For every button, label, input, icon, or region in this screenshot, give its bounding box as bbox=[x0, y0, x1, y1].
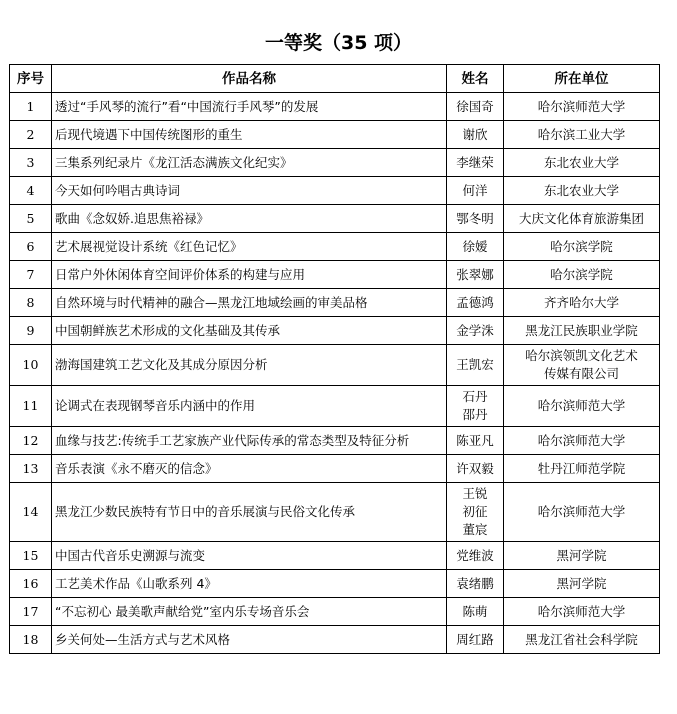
table-row bbox=[10, 345, 660, 386]
affiliation bbox=[504, 598, 660, 626]
table-row bbox=[10, 149, 660, 177]
affiliation-line: 哈尔滨学院 bbox=[550, 266, 613, 282]
row-number bbox=[10, 626, 52, 654]
row-number-text: 11 bbox=[22, 398, 39, 413]
affiliation-line: 东北农业大学 bbox=[543, 182, 619, 198]
author-name-line: 谢欣 bbox=[462, 126, 488, 142]
author-name-line: 李继荣 bbox=[456, 154, 494, 170]
affiliation bbox=[504, 121, 660, 149]
author-name-line: 徐嫒 bbox=[462, 238, 488, 254]
row-number-text: 3 bbox=[26, 154, 35, 170]
author-name-line: 孟德鸿 bbox=[456, 294, 494, 310]
author-name-line: 周红路 bbox=[456, 631, 494, 647]
table-row bbox=[10, 289, 660, 317]
affiliation-line: 齐齐哈尔大学 bbox=[543, 294, 619, 310]
work-title bbox=[52, 205, 447, 233]
affiliation bbox=[504, 570, 660, 598]
affiliation bbox=[504, 626, 660, 654]
row-number bbox=[10, 427, 52, 455]
affiliation bbox=[504, 427, 660, 455]
header-work-title: 作品名称 bbox=[52, 65, 447, 93]
row-number bbox=[10, 598, 52, 626]
work-title-text: 黑龙江少数民族特有节日中的音乐展演与民俗文化传承 bbox=[55, 504, 356, 519]
work-title bbox=[52, 598, 447, 626]
table-row bbox=[10, 626, 660, 654]
work-title bbox=[52, 233, 447, 261]
affiliation bbox=[504, 542, 660, 570]
header-name: 姓名 bbox=[447, 65, 504, 93]
work-title-text: 渤海国建筑工艺文化及其成分原因分析 bbox=[55, 357, 268, 372]
row-number bbox=[10, 386, 52, 427]
affiliation-line: 哈尔滨师范大学 bbox=[537, 603, 626, 619]
row-number-text: 14 bbox=[22, 504, 39, 519]
affiliation bbox=[504, 205, 660, 233]
affiliation-line: 牡丹江师范学院 bbox=[537, 460, 626, 476]
affiliation bbox=[504, 93, 660, 121]
header-number: 序号 bbox=[10, 65, 52, 93]
author-name bbox=[447, 317, 504, 345]
table-row bbox=[10, 455, 660, 483]
row-number bbox=[10, 205, 52, 233]
affiliation-line: 哈尔滨师范大学 bbox=[537, 398, 626, 413]
author-name bbox=[447, 121, 504, 149]
row-number bbox=[10, 177, 52, 205]
affiliation-line: 传媒有限公司 bbox=[543, 366, 619, 381]
affiliation-line: 黑龙江省社会科学院 bbox=[525, 631, 638, 647]
affiliation bbox=[504, 483, 660, 542]
table-row bbox=[10, 121, 660, 149]
work-title bbox=[52, 121, 447, 149]
affiliation-line: 黑龙江民族职业学院 bbox=[525, 322, 638, 338]
row-number-text: 4 bbox=[26, 182, 35, 198]
row-number-text: 6 bbox=[26, 238, 35, 254]
work-title-text: 艺术展视觉设计系统《红色记忆》 bbox=[55, 238, 243, 254]
table-header-row bbox=[10, 65, 660, 93]
row-number-text: 12 bbox=[22, 432, 39, 448]
author-name bbox=[447, 289, 504, 317]
author-name bbox=[447, 455, 504, 483]
row-number bbox=[10, 93, 52, 121]
author-name-line: 张翠娜 bbox=[456, 266, 494, 282]
affiliation-line: 哈尔滨师范大学 bbox=[537, 432, 626, 448]
affiliation bbox=[504, 345, 660, 386]
work-title-text: 今天如何吟唱古典诗词 bbox=[55, 182, 181, 198]
table-row bbox=[10, 598, 660, 626]
work-title-text: 血缘与技艺:传统手工艺家族产业代际传承的常态类型及特征分析 bbox=[55, 432, 410, 448]
row-number bbox=[10, 317, 52, 345]
row-number-text: 2 bbox=[26, 126, 35, 142]
table-row bbox=[10, 542, 660, 570]
work-title bbox=[52, 427, 447, 455]
work-title bbox=[52, 177, 447, 205]
work-title-text: 中国古代音乐史溯源与流变 bbox=[55, 547, 206, 563]
affiliation bbox=[504, 289, 660, 317]
work-title bbox=[52, 570, 447, 598]
affiliation bbox=[504, 177, 660, 205]
affiliation-line: 黑河学院 bbox=[556, 575, 607, 591]
row-number-text: 17 bbox=[22, 603, 39, 619]
work-title bbox=[52, 626, 447, 654]
table-row bbox=[10, 386, 660, 427]
affiliation-line: 哈尔滨师范大学 bbox=[537, 504, 626, 519]
affiliation-line: 哈尔滨领凯文化艺术 bbox=[525, 348, 638, 363]
work-title bbox=[52, 542, 447, 570]
author-name bbox=[447, 93, 504, 121]
row-number-text: 10 bbox=[22, 357, 39, 372]
row-number bbox=[10, 570, 52, 598]
affiliation bbox=[504, 455, 660, 483]
author-name-line: 董宸 bbox=[462, 522, 488, 537]
affiliation bbox=[504, 149, 660, 177]
table-row bbox=[10, 570, 660, 598]
affiliation-line: 哈尔滨工业大学 bbox=[537, 126, 626, 142]
work-title-text: 音乐表演《永不磨灭的信念》 bbox=[55, 460, 218, 476]
work-title bbox=[52, 455, 447, 483]
header-unit: 所在单位 bbox=[504, 65, 660, 93]
author-name-line: 金学洙 bbox=[456, 322, 494, 338]
author-name-line: 王凯宏 bbox=[456, 357, 494, 372]
affiliation bbox=[504, 261, 660, 289]
row-number bbox=[10, 121, 52, 149]
author-name bbox=[447, 149, 504, 177]
author-name-line: 党维波 bbox=[456, 547, 494, 563]
awards-table bbox=[9, 64, 660, 654]
author-name bbox=[447, 570, 504, 598]
author-name-line: 石丹 bbox=[462, 389, 488, 404]
row-number-text: 7 bbox=[26, 266, 35, 282]
table-row bbox=[10, 261, 660, 289]
author-name bbox=[447, 626, 504, 654]
row-number bbox=[10, 289, 52, 317]
work-title-text: 工艺美术作品《山歌系列 4》 bbox=[55, 575, 217, 591]
table-row bbox=[10, 427, 660, 455]
row-number bbox=[10, 233, 52, 261]
row-number bbox=[10, 149, 52, 177]
affiliation-line: 大庆文化体育旅游集团 bbox=[518, 210, 644, 226]
author-name-line: 陈亚凡 bbox=[456, 432, 494, 448]
work-title bbox=[52, 261, 447, 289]
author-name bbox=[447, 427, 504, 455]
row-number bbox=[10, 542, 52, 570]
row-number-text: 1 bbox=[26, 98, 35, 114]
work-title-text: “不忘初心 最美歌声献给党”室内乐专场音乐会 bbox=[55, 603, 310, 619]
row-number-text: 5 bbox=[26, 210, 35, 226]
table-row bbox=[10, 483, 660, 542]
author-name bbox=[447, 261, 504, 289]
work-title bbox=[52, 93, 447, 121]
row-number bbox=[10, 261, 52, 289]
work-title bbox=[52, 317, 447, 345]
author-name bbox=[447, 483, 504, 542]
affiliation-line: 黑河学院 bbox=[556, 547, 607, 563]
table-row bbox=[10, 205, 660, 233]
row-number-text: 9 bbox=[26, 322, 35, 338]
work-title-text: 歌曲《念奴娇.追思焦裕禄》 bbox=[55, 210, 209, 226]
row-number bbox=[10, 345, 52, 386]
row-number-text: 15 bbox=[22, 547, 39, 563]
work-title-text: 后现代境遇下中国传统图形的重生 bbox=[55, 126, 243, 142]
author-name-line: 初征 bbox=[462, 504, 488, 519]
work-title bbox=[52, 149, 447, 177]
author-name-line: 徐国奇 bbox=[456, 98, 494, 114]
author-name bbox=[447, 177, 504, 205]
affiliation bbox=[504, 233, 660, 261]
author-name bbox=[447, 345, 504, 386]
table-row bbox=[10, 317, 660, 345]
table-row bbox=[10, 233, 660, 261]
work-title bbox=[52, 386, 447, 427]
work-title-text: 自然环境与时代精神的融合—黑龙江地域绘画的审美品格 bbox=[55, 294, 368, 310]
author-name-line: 鄂冬明 bbox=[456, 210, 494, 226]
row-number-text: 13 bbox=[22, 460, 39, 476]
author-name bbox=[447, 205, 504, 233]
work-title bbox=[52, 345, 447, 386]
author-name-line: 王锐 bbox=[462, 486, 488, 501]
author-name bbox=[447, 542, 504, 570]
author-name bbox=[447, 598, 504, 626]
work-title-text: 中国朝鲜族艺术形成的文化基础及其传承 bbox=[55, 322, 281, 338]
row-number-text: 18 bbox=[22, 631, 39, 647]
work-title-text: 三集系列纪录片《龙江活态满族文化纪实》 bbox=[55, 154, 293, 170]
work-title bbox=[52, 483, 447, 542]
affiliation-line: 哈尔滨师范大学 bbox=[537, 98, 626, 114]
table-row bbox=[10, 93, 660, 121]
affiliation-line: 哈尔滨学院 bbox=[550, 238, 613, 254]
work-title-text: 乡关何处—生活方式与艺术风格 bbox=[55, 631, 231, 647]
author-name-line: 何洋 bbox=[462, 182, 488, 198]
affiliation-line: 东北农业大学 bbox=[543, 154, 619, 170]
page-title: 一等奖（35 项） bbox=[264, 32, 413, 54]
author-name-line: 邵丹 bbox=[462, 407, 488, 422]
work-title bbox=[52, 289, 447, 317]
author-name bbox=[447, 386, 504, 427]
work-title-text: 论调式在表现钢琴音乐内涵中的作用 bbox=[55, 398, 256, 413]
row-number-text: 16 bbox=[22, 575, 39, 591]
author-name-line: 袁绪鹏 bbox=[456, 575, 494, 591]
row-number-text: 8 bbox=[26, 294, 35, 310]
work-title-text: 透过“手风琴的流行”看“中国流行手风琴”的发展 bbox=[55, 98, 319, 114]
affiliation bbox=[504, 317, 660, 345]
author-name-line: 许双毅 bbox=[456, 460, 494, 476]
row-number bbox=[10, 455, 52, 483]
row-number bbox=[10, 483, 52, 542]
affiliation bbox=[504, 386, 660, 427]
work-title-text: 日常户外休闲体育空间评价体系的构建与应用 bbox=[55, 266, 306, 282]
table-row bbox=[10, 177, 660, 205]
author-name bbox=[447, 233, 504, 261]
author-name-line: 陈萌 bbox=[462, 603, 488, 619]
